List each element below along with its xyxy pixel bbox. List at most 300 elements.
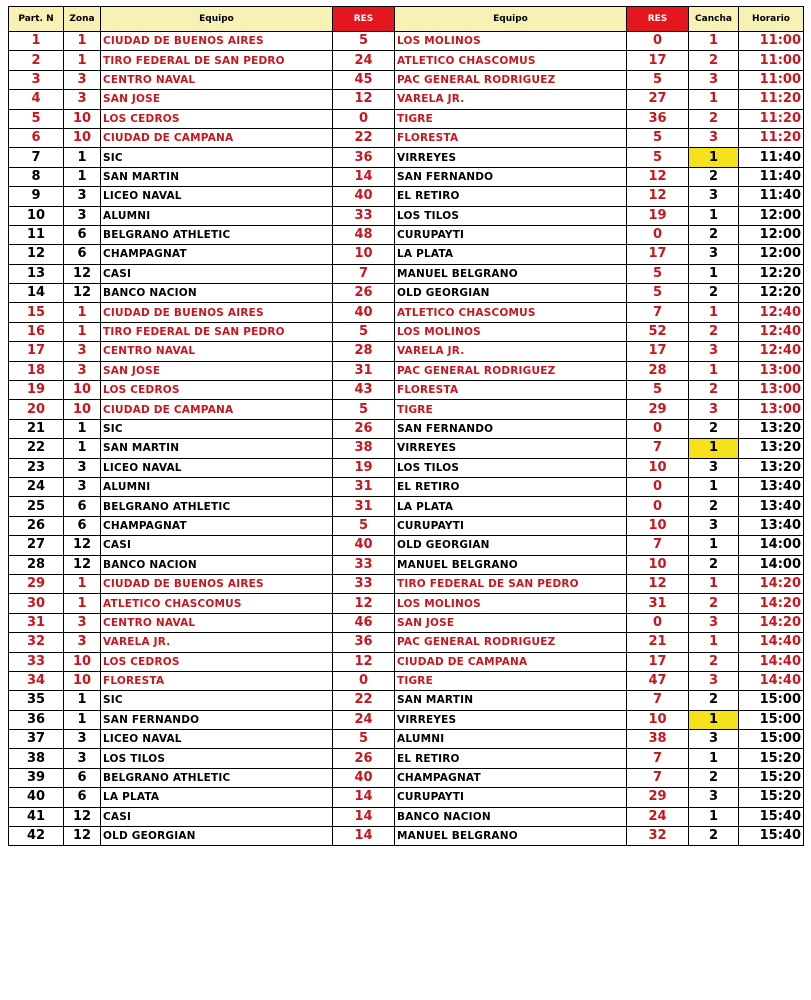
cell-equipo-local: LOS CEDROS	[101, 652, 333, 671]
table-row	[9, 671, 804, 690]
cell-zona: 12	[64, 807, 101, 826]
cell-cancha: 2	[689, 419, 739, 438]
cell-res-local: 40	[333, 768, 395, 787]
cell-zona: 1	[64, 419, 101, 438]
cell-equipo-visitante: TIGRE	[395, 671, 627, 690]
cell-res-local: 48	[333, 225, 395, 244]
cell-equipo-local: CHAMPAGNAT	[101, 516, 333, 535]
cell-res-visitante: 7	[627, 536, 689, 555]
table-row	[9, 225, 804, 244]
cell-horario: 11:00	[739, 70, 804, 89]
cell-cancha: 2	[689, 284, 739, 303]
cell-res-visitante: 29	[627, 400, 689, 419]
cell-equipo-local: LICEO NAVAL	[101, 458, 333, 477]
cell-equipo-local: SAN JOSE	[101, 90, 333, 109]
cell-partido: 3	[9, 70, 64, 89]
table-row	[9, 206, 804, 225]
cell-res-visitante: 17	[627, 245, 689, 264]
cell-equipo-local: VARELA JR.	[101, 633, 333, 652]
table-row	[9, 342, 804, 361]
cell-res-local: 5	[333, 322, 395, 341]
cell-res-visitante: 10	[627, 458, 689, 477]
cell-partido: 8	[9, 167, 64, 186]
table-row	[9, 574, 804, 593]
cell-zona: 6	[64, 768, 101, 787]
cell-horario: 15:20	[739, 788, 804, 807]
cell-partido: 16	[9, 322, 64, 341]
cell-cancha: 3	[689, 245, 739, 264]
cell-horario: 11:40	[739, 187, 804, 206]
cell-horario: 15:40	[739, 807, 804, 826]
cell-equipo-local: CHAMPAGNAT	[101, 245, 333, 264]
table-row	[9, 536, 804, 555]
cell-res-visitante: 0	[627, 419, 689, 438]
cell-cancha: 1	[689, 303, 739, 322]
cell-res-local: 36	[333, 633, 395, 652]
cell-horario: 12:00	[739, 225, 804, 244]
cell-equipo-visitante: LOS MOLINOS	[395, 594, 627, 613]
cell-partido: 40	[9, 788, 64, 807]
cell-equipo-visitante: SAN FERNANDO	[395, 167, 627, 186]
cell-horario: 11:20	[739, 109, 804, 128]
cell-equipo-local: LOS CEDROS	[101, 381, 333, 400]
cell-res-visitante: 38	[627, 730, 689, 749]
table-row	[9, 633, 804, 652]
cell-horario: 12:20	[739, 264, 804, 283]
cell-equipo-visitante: LOS MOLINOS	[395, 32, 627, 51]
cell-cancha: 1	[689, 710, 739, 729]
cell-equipo-visitante: VIRREYES	[395, 710, 627, 729]
cell-zona: 1	[64, 32, 101, 51]
cell-res-visitante: 5	[627, 148, 689, 167]
header-res-visitante: RES	[627, 7, 689, 32]
cell-partido: 6	[9, 128, 64, 147]
cell-res-visitante: 7	[627, 439, 689, 458]
cell-res-visitante: 29	[627, 788, 689, 807]
table-row	[9, 458, 804, 477]
table-row	[9, 264, 804, 283]
table-row	[9, 788, 804, 807]
cell-horario: 12:20	[739, 284, 804, 303]
cell-res-local: 43	[333, 381, 395, 400]
cell-partido: 26	[9, 516, 64, 535]
cell-partido: 9	[9, 187, 64, 206]
cell-zona: 3	[64, 361, 101, 380]
cell-equipo-visitante: TIRO FEDERAL DE SAN PEDRO	[395, 574, 627, 593]
cell-horario: 15:00	[739, 691, 804, 710]
cell-equipo-visitante: OLD GEORGIAN	[395, 284, 627, 303]
cell-partido: 7	[9, 148, 64, 167]
fixture-table	[8, 6, 804, 846]
cell-equipo-visitante: MANUEL BELGRANO	[395, 827, 627, 846]
cell-partido: 1	[9, 32, 64, 51]
cell-zona: 1	[64, 710, 101, 729]
fixture-sheet	[8, 6, 804, 846]
cell-equipo-visitante: VIRREYES	[395, 439, 627, 458]
cell-cancha: 2	[689, 555, 739, 574]
cell-partido: 11	[9, 225, 64, 244]
cell-equipo-visitante: ATLETICO CHASCOMUS	[395, 303, 627, 322]
cell-horario: 14:20	[739, 594, 804, 613]
cell-zona: 10	[64, 652, 101, 671]
cell-res-visitante: 28	[627, 361, 689, 380]
cell-res-local: 12	[333, 594, 395, 613]
cell-res-local: 26	[333, 749, 395, 768]
cell-equipo-visitante: EL RETIRO	[395, 187, 627, 206]
cell-res-visitante: 17	[627, 51, 689, 70]
table-row	[9, 284, 804, 303]
cell-equipo-local: LICEO NAVAL	[101, 730, 333, 749]
cell-equipo-local: SAN MARTIN	[101, 167, 333, 186]
cell-partido: 31	[9, 613, 64, 632]
cell-equipo-visitante: LOS TILOS	[395, 206, 627, 225]
cell-res-local: 45	[333, 70, 395, 89]
cell-res-visitante: 27	[627, 90, 689, 109]
cell-res-local: 14	[333, 827, 395, 846]
cell-equipo-local: CIUDAD DE BUENOS AIRES	[101, 32, 333, 51]
cell-res-visitante: 0	[627, 32, 689, 51]
cell-equipo-visitante: MANUEL BELGRANO	[395, 555, 627, 574]
cell-res-visitante: 32	[627, 827, 689, 846]
cell-res-local: 26	[333, 284, 395, 303]
cell-res-visitante: 5	[627, 284, 689, 303]
cell-res-local: 22	[333, 128, 395, 147]
cell-equipo-local: CASI	[101, 536, 333, 555]
cell-res-local: 14	[333, 788, 395, 807]
cell-partido: 22	[9, 439, 64, 458]
cell-equipo-local: BELGRANO ATHLETIC	[101, 225, 333, 244]
cell-horario: 15:00	[739, 710, 804, 729]
cell-equipo-local: CENTRO NAVAL	[101, 70, 333, 89]
cell-partido: 2	[9, 51, 64, 70]
cell-equipo-local: LOS CEDROS	[101, 109, 333, 128]
cell-res-visitante: 7	[627, 749, 689, 768]
cell-horario: 14:40	[739, 671, 804, 690]
cell-equipo-visitante: FLORESTA	[395, 381, 627, 400]
cell-equipo-visitante: PAC GENERAL RODRIGUEZ	[395, 70, 627, 89]
cell-zona: 3	[64, 613, 101, 632]
cell-partido: 29	[9, 574, 64, 593]
cell-cancha: 3	[689, 613, 739, 632]
cell-equipo-visitante: TIGRE	[395, 400, 627, 419]
table-row	[9, 322, 804, 341]
cell-horario: 12:40	[739, 303, 804, 322]
cell-cancha: 1	[689, 264, 739, 283]
cell-equipo-local: SIC	[101, 419, 333, 438]
cell-res-local: 31	[333, 477, 395, 496]
cell-zona: 10	[64, 381, 101, 400]
cell-partido: 28	[9, 555, 64, 574]
cell-horario: 12:40	[739, 322, 804, 341]
cell-res-local: 33	[333, 574, 395, 593]
cell-res-visitante: 5	[627, 70, 689, 89]
cell-equipo-local: CASI	[101, 264, 333, 283]
cell-res-local: 38	[333, 439, 395, 458]
cell-res-visitante: 5	[627, 381, 689, 400]
table-row	[9, 148, 804, 167]
cell-horario: 12:00	[739, 206, 804, 225]
cell-horario: 12:00	[739, 245, 804, 264]
cell-horario: 15:20	[739, 768, 804, 787]
cell-zona: 6	[64, 225, 101, 244]
cell-res-visitante: 12	[627, 574, 689, 593]
cell-res-visitante: 24	[627, 807, 689, 826]
cell-cancha: 1	[689, 206, 739, 225]
cell-zona: 6	[64, 516, 101, 535]
cell-zona: 3	[64, 206, 101, 225]
cell-equipo-local: CENTRO NAVAL	[101, 613, 333, 632]
cell-res-visitante: 7	[627, 691, 689, 710]
cell-cancha: 2	[689, 497, 739, 516]
table-row	[9, 827, 804, 846]
cell-cancha: 1	[689, 633, 739, 652]
cell-cancha: 1	[689, 574, 739, 593]
cell-equipo-visitante: CURUPAYTI	[395, 225, 627, 244]
cell-res-local: 0	[333, 671, 395, 690]
cell-equipo-visitante: MANUEL BELGRANO	[395, 264, 627, 283]
cell-res-local: 5	[333, 400, 395, 419]
cell-zona: 3	[64, 458, 101, 477]
cell-equipo-visitante: ALUMNI	[395, 730, 627, 749]
cell-res-visitante: 12	[627, 187, 689, 206]
cell-equipo-local: SAN JOSE	[101, 361, 333, 380]
cell-equipo-local: BANCO NACION	[101, 555, 333, 574]
cell-zona: 10	[64, 400, 101, 419]
cell-cancha: 1	[689, 477, 739, 496]
cell-zona: 1	[64, 691, 101, 710]
cell-equipo-local: ALUMNI	[101, 477, 333, 496]
cell-cancha: 3	[689, 128, 739, 147]
cell-equipo-local: SAN FERNANDO	[101, 710, 333, 729]
cell-zona: 10	[64, 109, 101, 128]
cell-res-local: 7	[333, 264, 395, 283]
cell-cancha: 3	[689, 187, 739, 206]
cell-partido: 42	[9, 827, 64, 846]
cell-zona: 12	[64, 264, 101, 283]
cell-equipo-local: ATLETICO CHASCOMUS	[101, 594, 333, 613]
cell-zona: 3	[64, 187, 101, 206]
cell-horario: 13:40	[739, 477, 804, 496]
cell-res-visitante: 10	[627, 516, 689, 535]
cell-equipo-visitante: FLORESTA	[395, 128, 627, 147]
cell-horario: 13:00	[739, 381, 804, 400]
cell-zona: 1	[64, 167, 101, 186]
cell-cancha: 1	[689, 439, 739, 458]
table-row	[9, 749, 804, 768]
cell-equipo-visitante: OLD GEORGIAN	[395, 536, 627, 555]
cell-zona: 1	[64, 594, 101, 613]
cell-equipo-visitante: SAN MARTIN	[395, 691, 627, 710]
cell-res-visitante: 21	[627, 633, 689, 652]
cell-equipo-local: SAN MARTIN	[101, 439, 333, 458]
cell-equipo-visitante: LOS MOLINOS	[395, 322, 627, 341]
table-row	[9, 710, 804, 729]
cell-equipo-visitante: LOS TILOS	[395, 458, 627, 477]
cell-zona: 3	[64, 730, 101, 749]
cell-partido: 13	[9, 264, 64, 283]
cell-zona: 12	[64, 536, 101, 555]
table-row	[9, 361, 804, 380]
cell-res-visitante: 52	[627, 322, 689, 341]
cell-res-visitante: 17	[627, 342, 689, 361]
cell-partido: 25	[9, 497, 64, 516]
cell-zona: 12	[64, 555, 101, 574]
cell-horario: 11:20	[739, 90, 804, 109]
cell-cancha: 1	[689, 90, 739, 109]
cell-zona: 12	[64, 827, 101, 846]
cell-equipo-visitante: SAN JOSE	[395, 613, 627, 632]
cell-res-visitante: 12	[627, 167, 689, 186]
cell-zona: 10	[64, 128, 101, 147]
cell-cancha: 2	[689, 381, 739, 400]
cell-horario: 14:00	[739, 555, 804, 574]
cell-equipo-visitante: ATLETICO CHASCOMUS	[395, 51, 627, 70]
table-row	[9, 51, 804, 70]
cell-equipo-visitante: BANCO NACION	[395, 807, 627, 826]
table-row	[9, 187, 804, 206]
cell-equipo-local: OLD GEORGIAN	[101, 827, 333, 846]
cell-partido: 37	[9, 730, 64, 749]
cell-equipo-local: LOS TILOS	[101, 749, 333, 768]
cell-horario: 13:40	[739, 516, 804, 535]
table-row	[9, 439, 804, 458]
cell-equipo-local: ALUMNI	[101, 206, 333, 225]
cell-partido: 38	[9, 749, 64, 768]
cell-zona: 1	[64, 148, 101, 167]
cell-res-local: 14	[333, 167, 395, 186]
cell-equipo-visitante: EL RETIRO	[395, 477, 627, 496]
cell-cancha: 1	[689, 749, 739, 768]
cell-res-local: 5	[333, 516, 395, 535]
cell-res-visitante: 0	[627, 497, 689, 516]
cell-res-local: 24	[333, 51, 395, 70]
cell-res-visitante: 7	[627, 303, 689, 322]
cell-partido: 39	[9, 768, 64, 787]
cell-zona: 6	[64, 497, 101, 516]
table-row	[9, 497, 804, 516]
cell-zona: 3	[64, 477, 101, 496]
cell-res-local: 40	[333, 536, 395, 555]
cell-partido: 33	[9, 652, 64, 671]
cell-horario: 14:20	[739, 613, 804, 632]
cell-equipo-visitante: CIUDAD DE CAMPANA	[395, 652, 627, 671]
cell-partido: 4	[9, 90, 64, 109]
cell-zona: 1	[64, 51, 101, 70]
table-row	[9, 555, 804, 574]
cell-equipo-visitante: CHAMPAGNAT	[395, 768, 627, 787]
cell-cancha: 3	[689, 730, 739, 749]
cell-cancha: 3	[689, 342, 739, 361]
cell-partido: 10	[9, 206, 64, 225]
cell-partido: 36	[9, 710, 64, 729]
cell-res-local: 22	[333, 691, 395, 710]
cell-res-local: 31	[333, 497, 395, 516]
cell-res-local: 31	[333, 361, 395, 380]
cell-res-visitante: 7	[627, 768, 689, 787]
table-row	[9, 167, 804, 186]
cell-zona: 1	[64, 439, 101, 458]
cell-equipo-visitante: LA PLATA	[395, 245, 627, 264]
cell-zona: 6	[64, 245, 101, 264]
table-row	[9, 730, 804, 749]
cell-equipo-local: CIUDAD DE CAMPANA	[101, 128, 333, 147]
cell-res-visitante: 47	[627, 671, 689, 690]
fixture-rows	[9, 32, 804, 846]
cell-res-local: 14	[333, 807, 395, 826]
table-row	[9, 516, 804, 535]
cell-equipo-visitante: CURUPAYTI	[395, 788, 627, 807]
cell-equipo-visitante: LA PLATA	[395, 497, 627, 516]
cell-horario: 11:00	[739, 51, 804, 70]
cell-zona: 1	[64, 574, 101, 593]
header-res-local: RES	[333, 7, 395, 32]
cell-cancha: 1	[689, 148, 739, 167]
cell-horario: 15:20	[739, 749, 804, 768]
cell-horario: 14:20	[739, 574, 804, 593]
cell-partido: 20	[9, 400, 64, 419]
cell-res-visitante: 36	[627, 109, 689, 128]
cell-cancha: 1	[689, 807, 739, 826]
cell-horario: 11:40	[739, 148, 804, 167]
cell-equipo-visitante: TIGRE	[395, 109, 627, 128]
cell-partido: 5	[9, 109, 64, 128]
cell-partido: 41	[9, 807, 64, 826]
cell-equipo-local: SIC	[101, 691, 333, 710]
cell-equipo-local: SIC	[101, 148, 333, 167]
cell-equipo-local: CASI	[101, 807, 333, 826]
cell-partido: 17	[9, 342, 64, 361]
table-row	[9, 652, 804, 671]
cell-zona: 3	[64, 70, 101, 89]
cell-zona: 3	[64, 90, 101, 109]
cell-cancha: 3	[689, 671, 739, 690]
header-equipo-visitante: Equipo	[395, 7, 627, 32]
cell-horario: 13:00	[739, 400, 804, 419]
cell-res-local: 36	[333, 148, 395, 167]
cell-cancha: 2	[689, 768, 739, 787]
header-cancha: Cancha	[689, 7, 739, 32]
cell-equipo-local: LA PLATA	[101, 788, 333, 807]
table-row	[9, 128, 804, 147]
cell-equipo-local: CIUDAD DE CAMPANA	[101, 400, 333, 419]
cell-horario: 15:00	[739, 730, 804, 749]
table-row	[9, 594, 804, 613]
cell-equipo-local: BELGRANO ATHLETIC	[101, 768, 333, 787]
cell-horario: 13:20	[739, 439, 804, 458]
cell-cancha: 2	[689, 652, 739, 671]
cell-partido: 12	[9, 245, 64, 264]
table-row	[9, 768, 804, 787]
cell-zona: 1	[64, 322, 101, 341]
cell-equipo-local: BELGRANO ATHLETIC	[101, 497, 333, 516]
table-row	[9, 381, 804, 400]
cell-equipo-local: CENTRO NAVAL	[101, 342, 333, 361]
table-row	[9, 477, 804, 496]
header-row	[9, 7, 804, 32]
cell-horario: 13:20	[739, 458, 804, 477]
table-row	[9, 691, 804, 710]
cell-equipo-visitante: VARELA JR.	[395, 342, 627, 361]
cell-res-visitante: 5	[627, 264, 689, 283]
cell-res-local: 26	[333, 419, 395, 438]
header-horario: Horario	[739, 7, 804, 32]
cell-horario: 14:00	[739, 536, 804, 555]
cell-res-visitante: 0	[627, 477, 689, 496]
cell-cancha: 3	[689, 70, 739, 89]
cell-equipo-visitante: SAN FERNANDO	[395, 419, 627, 438]
cell-res-local: 12	[333, 90, 395, 109]
table-row	[9, 245, 804, 264]
